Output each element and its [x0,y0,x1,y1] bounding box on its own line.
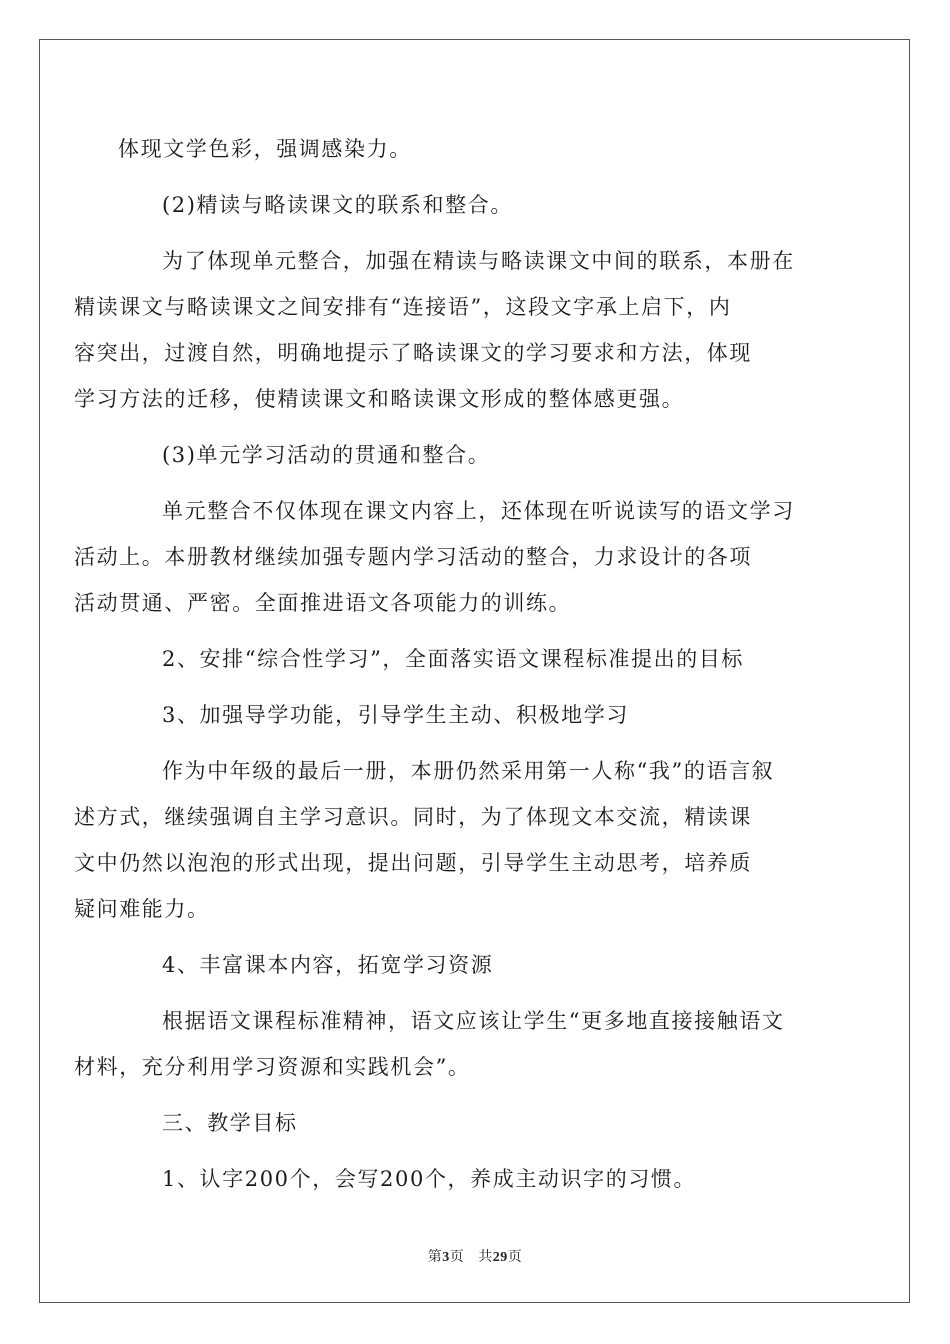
paragraph [74,238,834,422]
total-prefix: 共 [478,1250,493,1265]
paragraph [74,488,834,626]
paragraph [118,1156,834,1202]
text-line: 根据语文课程标准精神，语文应该让学生“更多地直接接触语文 [162,1009,785,1033]
page-prefix: 第 [427,1250,443,1265]
text-line: 容突出，过渡自然，明确地提示了略读课文的学习要求和方法，体现 [74,341,752,365]
paragraph [118,432,834,478]
paragraph [118,1100,834,1146]
text-line: 单元整合不仅体现在课文内容上，还体现在听说读写的语文学习 [162,499,795,523]
page-number: 3 [442,1250,450,1265]
text-line: 2、安排“综合性学习”，全面落实语文课程标准提出的目标 [162,647,745,671]
text-line: 疑问难能力。 [74,897,210,921]
paragraph [118,692,834,738]
text-line: (2)精读与略读课文的联系和整合。 [162,193,513,217]
text-line: 体现文学色彩，强调感染力。 [118,137,412,161]
total-pages: 29 [492,1250,508,1265]
page-footer [0,1246,950,1266]
text-line: 作为中年级的最后一册，本册仍然采用第一人称“我”的语言叙 [162,759,775,783]
total-suffix: 页 [507,1250,523,1265]
text-line: 材料，充分利用学习资源和实践机会”。 [74,1055,471,1079]
text-line: 4、丰富课本内容，拓宽学习资源 [162,953,494,977]
text-line: 为了体现单元整合，加强在精读与略读课文中间的联系，本册在 [162,249,795,273]
document-body [74,126,834,1212]
text-line: 精读课文与略读课文之间安排有“连接语”，这段文字承上启下，内 [74,295,732,319]
text-line: 文中仍然以泡泡的形式出现，提出问题，引导学生主动思考，培养质 [74,851,752,875]
paragraph [118,182,834,228]
text-line: 活动上。本册教材继续加强专题内学习活动的整合，力求设计的各项 [74,545,752,569]
text-line: 1、认字200个，会写200个，养成主动识字的习惯。 [162,1167,697,1191]
paragraph [118,636,834,682]
paragraph [74,748,834,932]
text-line: 三、教学目标 [162,1111,298,1135]
page-suffix: 页 [449,1250,465,1265]
text-line: 学习方法的迁移，使精读课文和略读课文形成的整体感更强。 [74,387,685,411]
text-line: 3、加强导学功能，引导学生主动、积极地学习 [162,703,629,727]
paragraph [74,998,834,1090]
paragraph [118,942,834,988]
text-line: (3)单元学习活动的贯通和整合。 [162,443,491,467]
text-line: 述方式，继续强调自主学习意识。同时，为了体现文本交流，精读课 [74,805,752,829]
paragraph [118,126,834,172]
text-line: 活动贯通、严密。全面推进语文各项能力的训练。 [74,591,572,615]
